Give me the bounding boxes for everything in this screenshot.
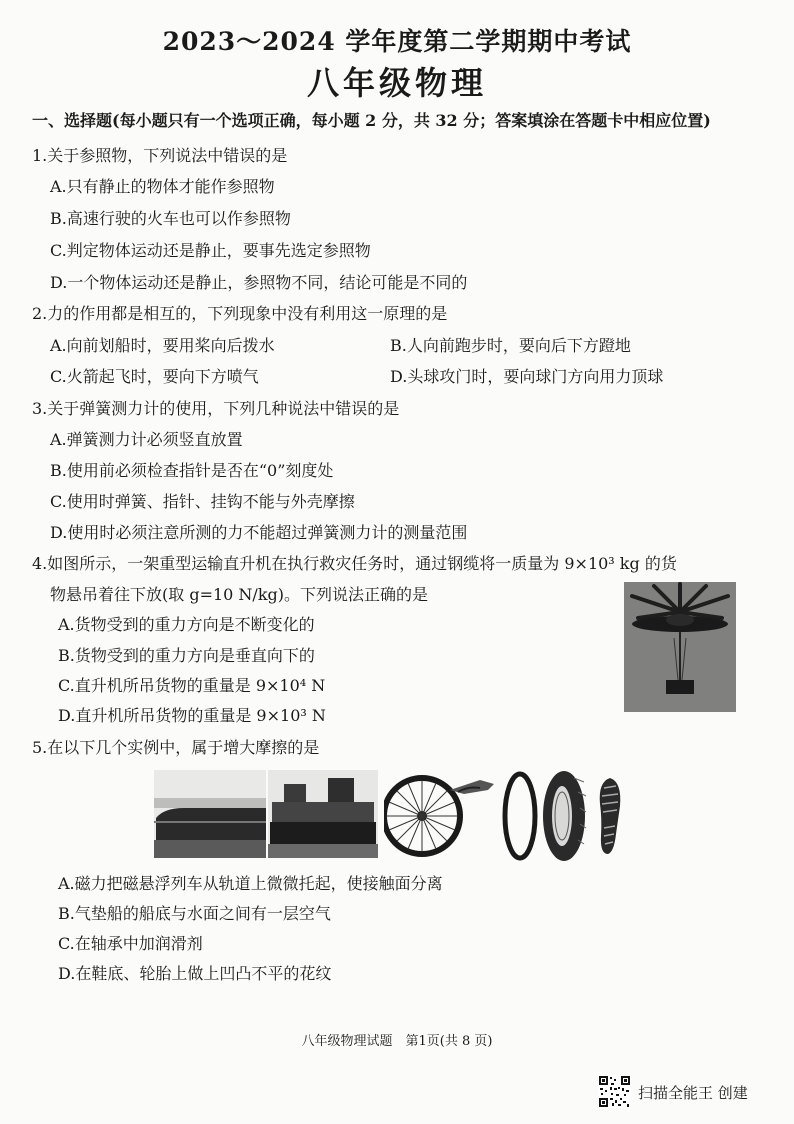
question-4-option-c: C.直升机所吊货物的重量是 9×10⁴ N — [58, 676, 326, 695]
question-1-option-b: B.高速行驶的火车也可以作参照物 — [50, 209, 291, 228]
subject-title: 八年级物理 — [306, 64, 487, 102]
question-4-option-d: D.直升机所吊货物的重量是 9×10³ N — [58, 706, 326, 725]
question-2-option-d: D.头球攻门时，要向球门方向用力顶球 — [390, 367, 664, 386]
hovercraft-photo — [268, 770, 378, 858]
question-1-option-a: A.只有静止的物体才能作参照物 — [50, 177, 275, 196]
question-3-option-d: D.使用时必须注意所测的力不能超过弹簧测力计的测量范围 — [50, 523, 468, 542]
shoe-sole-photo — [596, 776, 624, 856]
tyre-ring-photo — [502, 770, 538, 862]
question-2-option-b: B.人向前跑步时，要向后下方蹬地 — [390, 336, 631, 355]
section-heading: 一、选择题(每小题只有一个选项正确，每小题 2 分，共 32 分；答案填涂在答题卡中相应位置) — [32, 111, 711, 130]
question-5-option-a: A.磁力把磁悬浮列车从轨道上微微托起，使接触面分离 — [58, 874, 443, 893]
question-4-option-b: B.货物受到的重力方向是垂直向下的 — [58, 646, 315, 665]
question-1-stem: 1.关于参照物，下列说法中错误的是 — [32, 146, 288, 165]
question-3-option-a: A.弹簧测力计必须竖直放置 — [50, 430, 243, 449]
helicopter-photo — [624, 582, 736, 712]
question-3-stem: 3.关于弹簧测力计的使用，下列几种说法中错误的是 — [32, 399, 400, 418]
tyre-photo — [540, 768, 588, 864]
question-5-stem: 5.在以下几个实例中，属于增大摩擦的是 — [32, 738, 320, 757]
qr-code-icon — [598, 1075, 631, 1108]
question-3-option-b: B.使用前必须检查指针是否在“0”刻度处 — [50, 461, 334, 480]
question-4-option-a: A.货物受到的重力方向是不断变化的 — [58, 615, 315, 634]
exam-title: 2023～2024 学年度第二学期期中考试 — [162, 27, 632, 56]
question-4-stem-line1: 4.如图所示，一架重型运输直升机在执行救灾任务时，通过钢缆将一质量为 9×10³ kg 的货 — [32, 554, 677, 573]
question-5-option-d: D.在鞋底、轮胎上做上凹凸不平的花纹 — [58, 964, 332, 983]
question-4-stem-line2: 物悬吊着往下放(取 g=10 N/kg)。下列说法正确的是 — [50, 585, 428, 604]
question-5-option-b: B.气垫船的船底与水面之间有一层空气 — [58, 904, 331, 923]
question-3-option-c: C.使用时弹簧、指针、挂钩不能与外壳摩擦 — [50, 492, 355, 511]
question-5-option-c: C.在轴承中加润滑剂 — [58, 934, 203, 953]
question-1-option-c: C.判定物体运动还是静止，要事先选定参照物 — [50, 241, 371, 260]
question-2-stem: 2.力的作用都是相互的，下列现象中没有利用这一原理的是 — [32, 304, 448, 323]
page-footer: 八年级物理试题 第1页(共 8 页) — [301, 1034, 493, 1049]
maglev-train-photo — [154, 770, 266, 858]
question-2-option-a: A.向前划船时，要用桨向后拨水 — [50, 336, 275, 355]
question-2-option-c: C.火箭起飞时，要向下方喷气 — [50, 367, 259, 386]
bicycle-wheel-photo — [384, 766, 496, 862]
question-1-option-d: D.一个物体运动还是静止，参照物不同，结论可能是不同的 — [50, 273, 468, 292]
scanner-watermark: 扫描全能王 创建 — [638, 1084, 748, 1102]
